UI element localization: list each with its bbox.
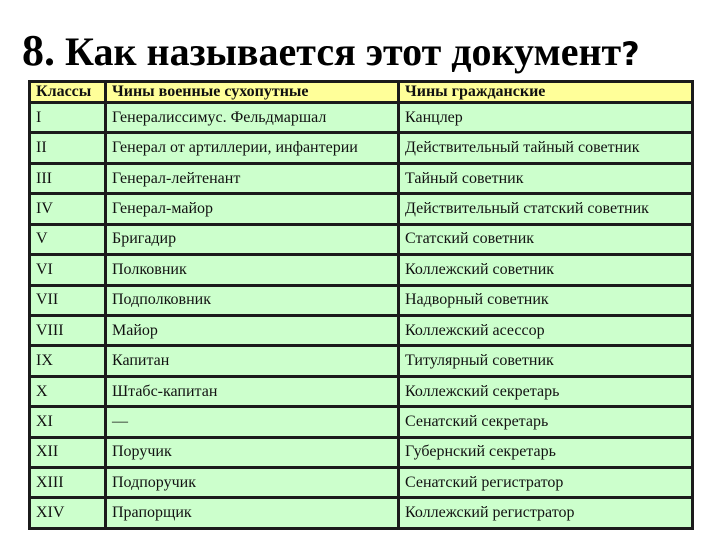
cell-civil-rank: Надворный советник — [400, 287, 691, 314]
cell-military-rank: Майор — [107, 317, 397, 344]
table-row — [31, 347, 691, 374]
cell-military-rank: Генерал-майор — [107, 195, 397, 222]
cell-class: III — [31, 165, 104, 192]
cell-class: XIV — [31, 499, 104, 527]
header-military-ranks: Чины военные сухопутные — [107, 83, 397, 101]
cell-class: XIII — [31, 469, 104, 496]
table-row — [31, 195, 691, 222]
cell-civil-rank: Тайный советник — [400, 165, 691, 192]
cell-civil-rank: Действительный тайный советник — [400, 134, 691, 161]
cell-civil-rank: Статский советник — [400, 226, 691, 253]
table-row — [31, 408, 691, 435]
header-civil-ranks: Чины гражданские — [400, 83, 691, 101]
cell-military-rank: Подпоручик — [107, 469, 397, 496]
cell-civil-rank: Коллежский регистратор — [400, 499, 691, 527]
cell-military-rank: — — [107, 408, 397, 435]
cell-class: II — [31, 134, 104, 161]
cell-class: IX — [31, 347, 104, 374]
slide-title-number: 8. — [22, 26, 55, 75]
cell-military-rank: Подполковник — [107, 287, 397, 314]
cell-class: XI — [31, 408, 104, 435]
cell-military-rank: Штабс-капитан — [107, 378, 397, 405]
table-row — [31, 378, 691, 405]
table-row — [31, 439, 691, 466]
table-row — [31, 287, 691, 314]
table-row — [31, 499, 691, 527]
cell-civil-rank: Коллежский асессор — [400, 317, 691, 344]
cell-civil-rank: Канцлер — [400, 104, 691, 131]
table-row — [31, 134, 691, 161]
cell-class: VII — [31, 287, 104, 314]
table-row — [31, 469, 691, 496]
cell-class: VI — [31, 256, 104, 283]
cell-civil-rank: Сенатский регистратор — [400, 469, 691, 496]
table-row — [31, 165, 691, 192]
cell-military-rank: Прапорщик — [107, 499, 397, 527]
cell-civil-rank: Коллежский советник — [400, 256, 691, 283]
header-classes: Классы — [31, 83, 104, 101]
table-row — [31, 317, 691, 344]
cell-military-rank: Генерал от артиллерии, инфантерии — [107, 134, 397, 161]
cell-civil-rank: Сенатский секретарь — [400, 408, 691, 435]
cell-class: V — [31, 226, 104, 253]
cell-civil-rank: Титулярный советник — [400, 347, 691, 374]
cell-class: XII — [31, 439, 104, 466]
slide-title-question-mark: ? — [621, 35, 641, 73]
cell-military-rank: Бригадир — [107, 226, 397, 253]
cell-civil-rank: Коллежский секретарь — [400, 378, 691, 405]
rank-table — [28, 80, 694, 530]
cell-class: IV — [31, 195, 104, 222]
cell-class: I — [31, 104, 104, 131]
cell-civil-rank: Губернский секретарь — [400, 439, 691, 466]
table-header-row — [31, 83, 691, 101]
cell-class: X — [31, 378, 104, 405]
cell-class: VIII — [31, 317, 104, 344]
rank-table-container — [28, 80, 694, 530]
table-row — [31, 226, 691, 253]
cell-civil-rank: Действительный статский советник — [400, 195, 691, 222]
cell-military-rank: Генерал-лейтенант — [107, 165, 397, 192]
table-row — [31, 256, 691, 283]
table-row — [31, 104, 691, 131]
slide-title — [22, 26, 640, 79]
cell-military-rank: Капитан — [107, 347, 397, 374]
cell-military-rank: Полковник — [107, 256, 397, 283]
slide-title-text: Как называется этот документ — [65, 29, 622, 74]
cell-military-rank: Генералиссимус. Фельдмаршал — [107, 104, 397, 131]
cell-military-rank: Поручик — [107, 439, 397, 466]
